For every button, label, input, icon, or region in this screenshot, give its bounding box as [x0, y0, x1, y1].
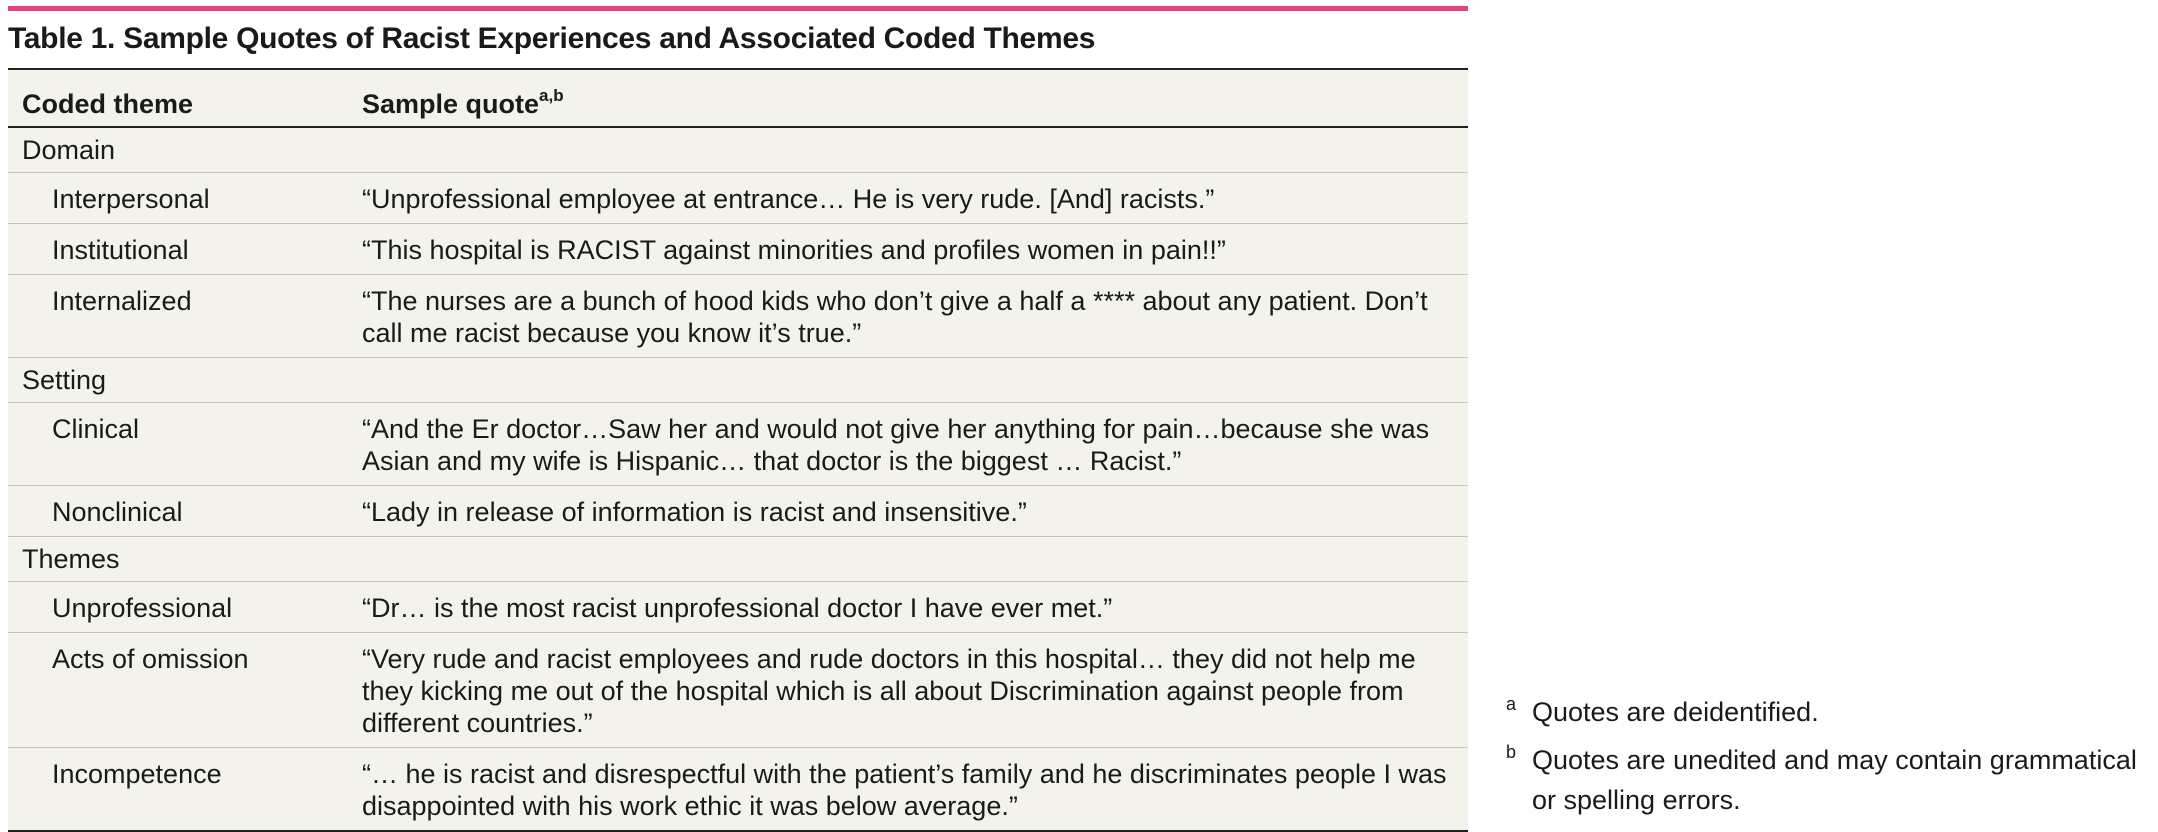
section-row — [8, 127, 1468, 173]
table-body — [8, 127, 1468, 830]
table-row — [8, 582, 1468, 633]
coded-theme-cell: Interpersonal — [52, 184, 210, 214]
section-row — [8, 358, 1468, 403]
table-header-row — [8, 70, 1468, 127]
sample-quote-cell: “… he is racist and disrespectful with the patient’s family and he discriminates people I was disappointed with his work ethic it was below average.” — [362, 759, 1447, 821]
footnote-b — [1506, 740, 2146, 820]
header-coded-theme: Coded theme — [22, 89, 194, 119]
sample-quote-cell: “Dr… is the most racist unprofessional doctor I have ever met.” — [362, 593, 1113, 623]
coded-theme-cell: Clinical — [52, 414, 140, 444]
table-row — [8, 224, 1468, 275]
footnote-text: Quotes are deidentified. — [1532, 697, 1819, 727]
sample-quote-cell: “Lady in release of information is racist and insensitive.” — [362, 497, 1027, 527]
sample-quote-cell: “Unprofessional employee at entrance… He is very rude. [And] racists.” — [362, 184, 1215, 214]
section-row — [8, 537, 1468, 582]
table-row — [8, 275, 1468, 358]
table-row — [8, 403, 1468, 486]
table-row — [8, 633, 1468, 748]
footnote-mark: a — [1506, 694, 1517, 714]
table-row — [8, 486, 1468, 537]
header-footnote-marks: a,b — [539, 86, 564, 105]
coded-theme-cell: Internalized — [52, 286, 192, 316]
header-sample-quote — [362, 70, 1468, 127]
footnote-mark: b — [1506, 742, 1517, 762]
footnotes — [1506, 692, 2146, 828]
coded-theme-cell: Unprofessional — [52, 593, 233, 623]
header-sample-quote-label: Sample quote — [362, 89, 540, 119]
footnote-a — [1506, 692, 2146, 732]
table-row — [8, 173, 1468, 224]
coded-theme-cell: Incompetence — [52, 759, 222, 789]
section-label: Domain — [22, 135, 116, 165]
sample-quote-cell: “And the Er doctor…Saw her and would not give her anything for pain…because she was Asian and my wife is Hispanic… that doctor is the biggest … Racist.” — [362, 414, 1430, 476]
accent-bar — [8, 6, 1468, 11]
section-label: Setting — [22, 365, 107, 395]
quotes-table-container — [8, 68, 1468, 832]
coded-theme-cell: Nonclinical — [52, 497, 183, 527]
quotes-table — [8, 70, 1468, 830]
sample-quote-cell: “Very rude and racist employees and rude doctors in this hospital… they did not help me they kicking me out of the hospital which is all about Discrimination against people from different countries.” — [362, 644, 1416, 738]
coded-theme-cell: Acts of omission — [52, 644, 249, 674]
footnote-text: Quotes are unedited and may contain grammatical or spelling errors. — [1532, 745, 2137, 815]
table-row — [8, 748, 1468, 831]
table-caption: Table 1. Sample Quotes of Racist Experiences and Associated Coded Themes — [8, 22, 1096, 55]
sample-quote-cell: “This hospital is RACIST against minorities and profiles women in pain!!” — [362, 235, 1226, 265]
coded-theme-cell: Institutional — [52, 235, 189, 265]
sample-quote-cell: “The nurses are a bunch of hood kids who don’t give a half a **** about any patient. Don’t call me racist because you know it’s true.” — [362, 286, 1428, 348]
section-label: Themes — [22, 544, 120, 574]
